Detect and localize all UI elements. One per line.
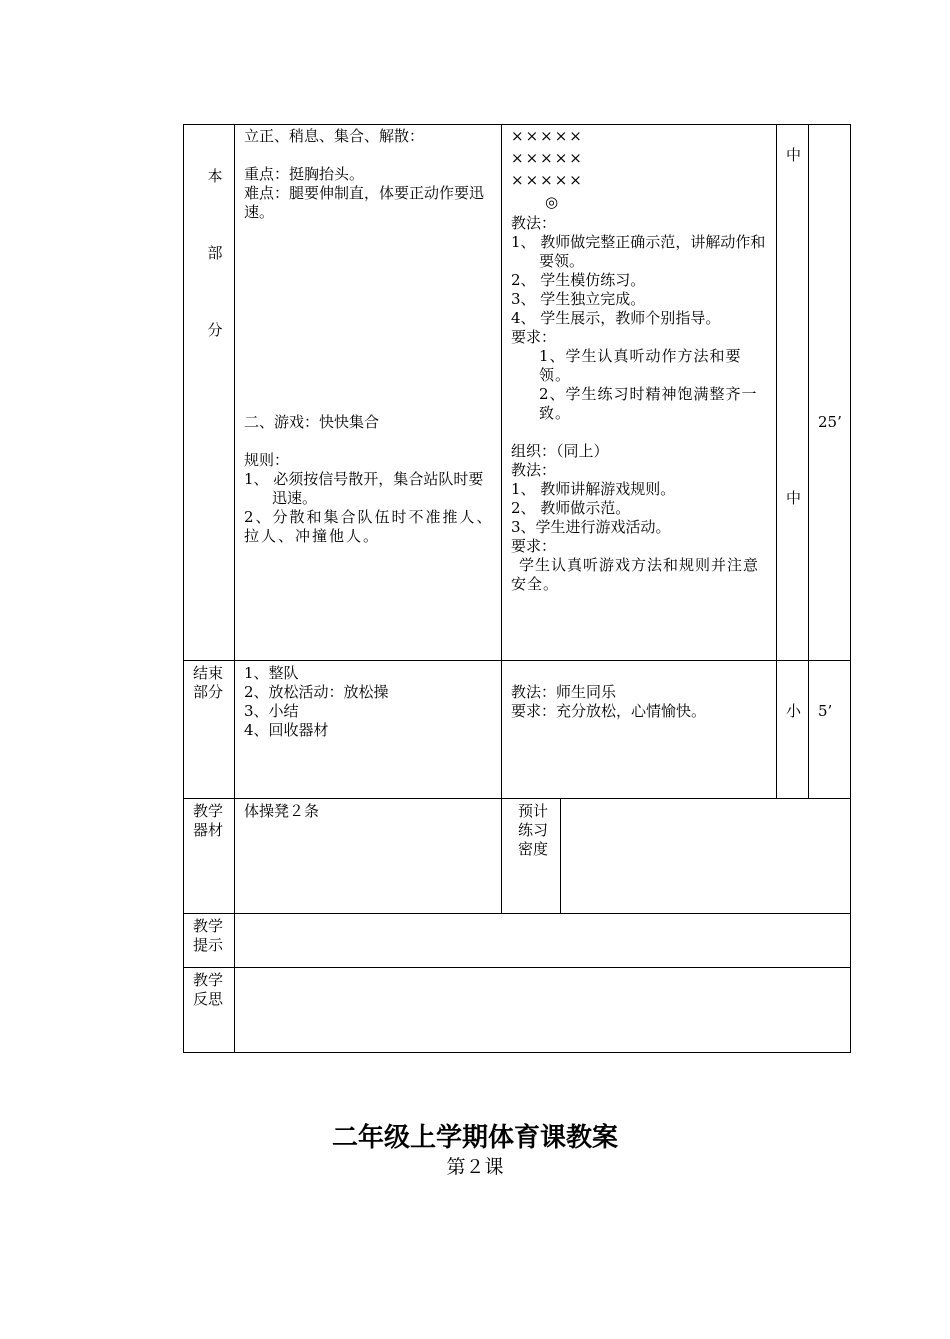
- main-section-label-char-2: 部: [207, 244, 223, 262]
- method2-label: 教法：: [511, 461, 557, 479]
- rule-item: 2、分散和集合队伍时不准推人、拉人、冲撞他人。: [244, 508, 494, 545]
- main-section-label-char-1: 本: [207, 167, 223, 185]
- formation-row: ×××××: [511, 127, 584, 145]
- method-item: 2、 学生模仿练习。: [511, 271, 646, 289]
- lesson-number: 第２课: [446, 1156, 504, 1178]
- method-item: 3、 学生独立完成。: [511, 290, 646, 308]
- method2-item: 3、学生进行游戏活动。: [511, 518, 671, 536]
- method-item: 1、 教师做完整正确示范，讲解动作和要领。: [511, 233, 766, 270]
- end-item: 4、回收器材: [244, 721, 329, 739]
- requirement2-label: 要求：: [511, 537, 557, 555]
- time-main: 25’: [818, 413, 842, 431]
- requirement-item: 1、学生认真听动作方法和要领。: [539, 347, 742, 384]
- method2-item: 1、 教师讲解游戏规则。: [511, 480, 676, 498]
- method-item: 4、 学生展示，教师个别指导。: [511, 309, 721, 327]
- game-title: 二、游戏：快快集合: [244, 413, 380, 431]
- drill-title: 立正、稍息、集合、解散：: [244, 127, 425, 145]
- end-section-label: 结束部分: [193, 664, 224, 701]
- difficulty-point: 难点：腿要伸制直，体要正动作要迅速。: [244, 184, 485, 221]
- method2-item: 2、 教师做示范。: [511, 499, 631, 517]
- intensity-main-1: 中: [786, 146, 802, 164]
- reflection-label: 教学反思: [193, 971, 224, 1008]
- intensity-main-2: 中: [786, 489, 802, 507]
- requirement-label: 要求：: [511, 328, 557, 346]
- equipment-value: 体操凳２条: [244, 802, 320, 820]
- time-end: 5’: [818, 702, 833, 720]
- end-item: 3、小结: [244, 702, 299, 720]
- method-label: 教法：: [511, 214, 557, 232]
- main-section-label-char-3: 分: [207, 321, 223, 339]
- organization-label: 组织：（同上）: [511, 442, 609, 460]
- teacher-mark: ◎: [545, 193, 559, 211]
- formation-row: ×××××: [511, 149, 584, 167]
- lesson-plan-title: 二年级上学期体育课教案: [331, 1123, 618, 1153]
- requirement2-text: 学生认真听游戏方法和规则并注意安全。: [511, 556, 760, 593]
- rules-label: 规则：: [244, 451, 290, 469]
- end-requirement: 要求：充分放松，心情愉快。: [511, 702, 707, 720]
- end-item: 1、整队: [244, 664, 299, 682]
- hint-label: 教学提示: [193, 917, 224, 954]
- intensity-end: 小: [786, 702, 802, 720]
- rule-item: 1、 必须按信号散开，集合站队时要迅速。: [244, 470, 484, 507]
- focus-point: 重点：挺胸抬头。: [244, 165, 365, 183]
- requirement-item: 2、学生练习时精神饱满整齐一致。: [539, 385, 758, 422]
- equipment-label: 教学器材: [193, 802, 224, 839]
- end-method: 教法：师生同乐: [511, 683, 617, 701]
- end-item: 2、放松活动：放松操: [244, 683, 389, 701]
- density-label: 预计练习密度: [517, 802, 548, 858]
- formation-row: ×××××: [511, 171, 584, 189]
